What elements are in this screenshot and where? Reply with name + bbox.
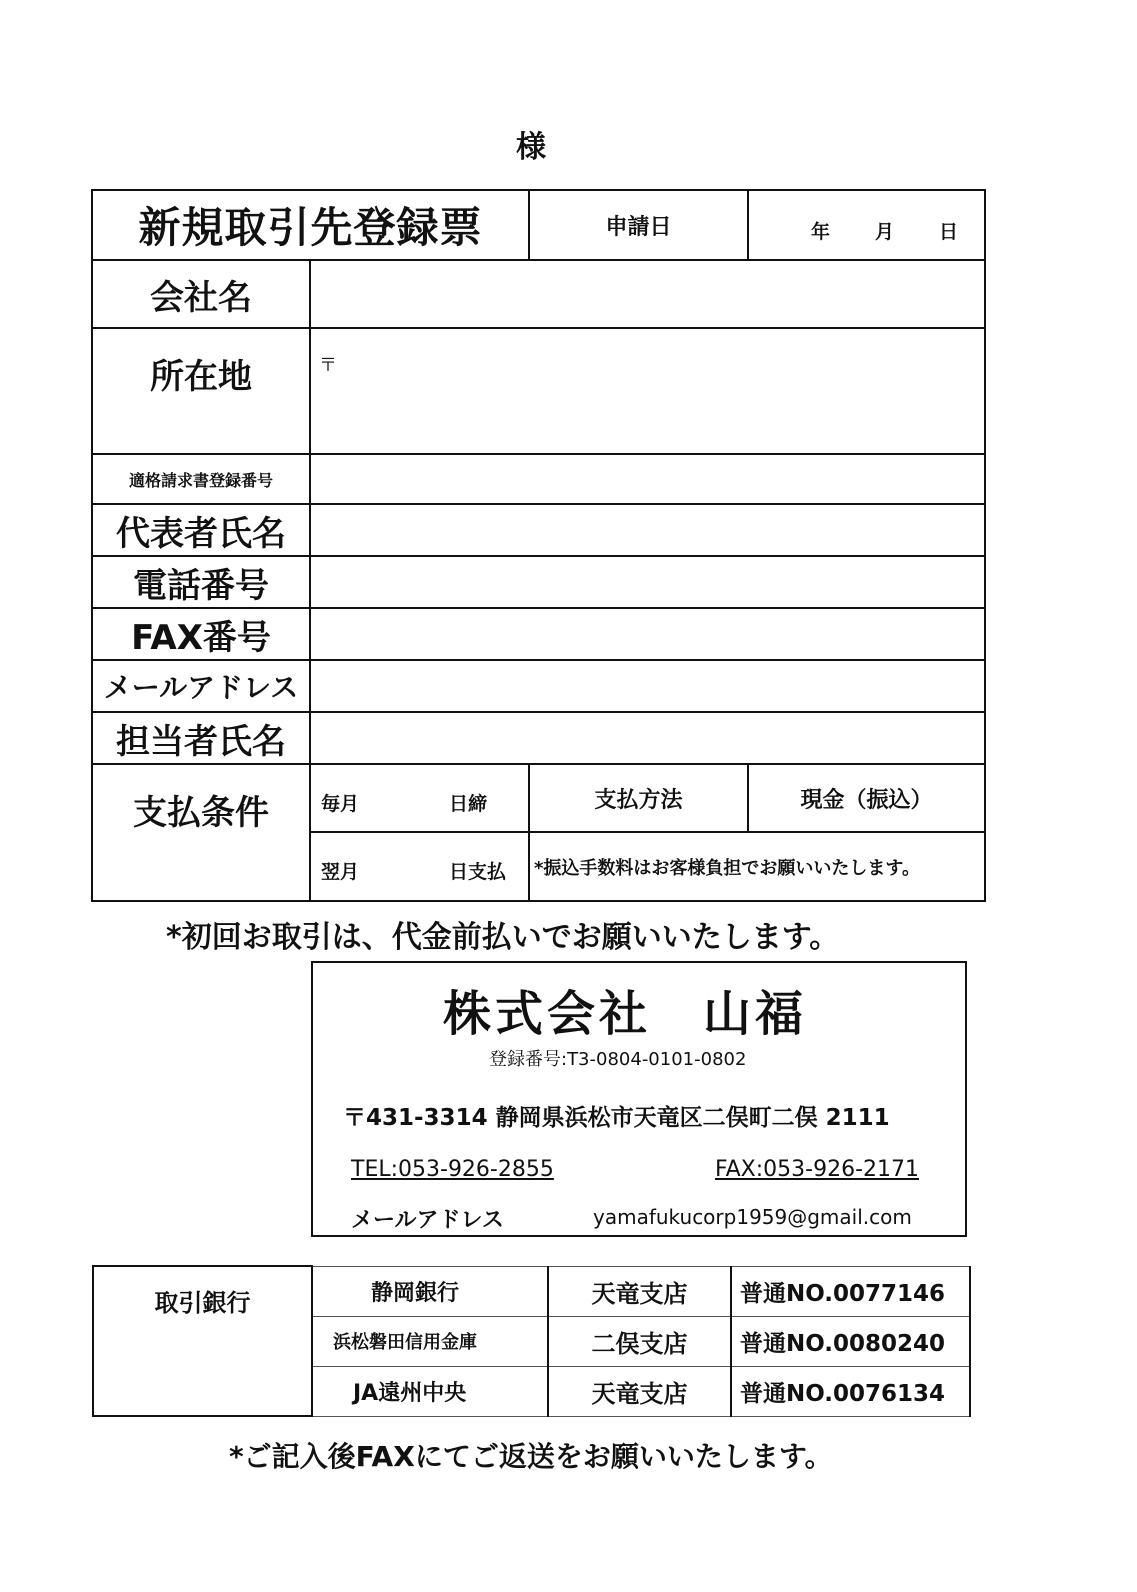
company-name — [443, 975, 807, 1044]
company-fax: FAX:053-926-2171 — [715, 1157, 920, 1182]
date-month-label: 月 — [875, 221, 895, 243]
company-email: yamafukucorp1959@gmail.com — [593, 1205, 912, 1229]
fax-number-label: FAX番号 — [92, 608, 310, 660]
bank-branch: 天竜支店 — [548, 1366, 731, 1416]
fax-return-note: *ご記入後FAXにてご返送をお願いいたします。 — [229, 1440, 833, 1473]
contact-person-name-label: 担当者氏名 — [92, 712, 310, 764]
company-registration-number: 登録番号:T3-0804-0101-0802 — [489, 1049, 747, 1070]
closing-day-field[interactable] — [310, 764, 529, 832]
bank-label: 取引銀行 — [93, 1266, 312, 1416]
company-tel: TEL:053-926-2855 — [351, 1157, 554, 1182]
representative-name-label: 代表者氏名 — [92, 504, 310, 556]
bank-name: 浜松磐田信用金庫 — [312, 1316, 548, 1366]
company-email-label: メールアドレス — [351, 1208, 504, 1233]
address-field[interactable] — [310, 328, 985, 454]
bank-account: 普通NO.0076134 — [731, 1366, 970, 1416]
invoice-registration-number-field[interactable] — [310, 454, 985, 504]
payment-method-label: 支払方法 — [529, 764, 748, 832]
email-address-label: メールアドレス — [92, 660, 310, 712]
company-address: 〒431-3314 静岡県浜松市天竜区二俣町二俣 2111 — [343, 1105, 890, 1131]
bank-account: 普通NO.0077146 — [731, 1266, 970, 1316]
payment-terms-label: 支払条件 — [92, 764, 310, 901]
transfer-fee-note: *振込手数料はお客様負担でお願いいたします。 — [529, 832, 985, 901]
fax-number-field[interactable] — [310, 608, 985, 660]
payment-day-field[interactable] — [310, 832, 529, 901]
following-month-label: 翌月 — [321, 861, 360, 883]
phone-number-field[interactable] — [310, 556, 985, 608]
date-year-label: 年 — [811, 221, 831, 243]
date-day-label: 日 — [939, 221, 959, 243]
bank-row — [93, 1266, 970, 1316]
bank-name: 静岡銀行 — [312, 1266, 548, 1316]
application-date-field[interactable] — [748, 190, 985, 260]
company-name-label: 会社名 — [92, 260, 310, 328]
contact-person-name-field[interactable] — [310, 712, 985, 764]
email-address-field[interactable] — [310, 660, 985, 712]
registration-form — [91, 189, 986, 902]
phone-number-label: 電話番号 — [92, 556, 310, 608]
company-info-box — [311, 961, 967, 1237]
bank-name: JA遠州中央 — [312, 1366, 548, 1416]
bank-account: 普通NO.0080240 — [731, 1316, 970, 1366]
representative-name-field[interactable] — [310, 504, 985, 556]
bank-branch: 二俣支店 — [548, 1316, 731, 1366]
honorific: 様 — [516, 130, 546, 165]
bank-branch: 天竜支店 — [548, 1266, 731, 1316]
payment-method-value: 現金（振込） — [748, 764, 985, 832]
bank-table — [92, 1265, 971, 1417]
payment-day-label: 日支払 — [449, 861, 507, 883]
application-date-label: 申請日 — [529, 190, 748, 260]
first-transaction-note: *初回お取引は、代金前払いでお願いいたします。 — [166, 920, 840, 955]
monthly-label: 毎月 — [321, 793, 360, 815]
invoice-registration-number-label: 適格請求書登録番号 — [92, 454, 310, 504]
company-name-field[interactable] — [310, 260, 985, 328]
address-label: 所在地 — [92, 328, 310, 454]
company-name-part2: 山福 — [703, 986, 808, 1042]
closing-day-label: 日締 — [449, 793, 488, 815]
form-title: 新規取引先登録票 — [92, 190, 529, 260]
company-name-part1: 株式会社 — [443, 986, 652, 1042]
postal-mark: 〒 — [319, 355, 337, 376]
